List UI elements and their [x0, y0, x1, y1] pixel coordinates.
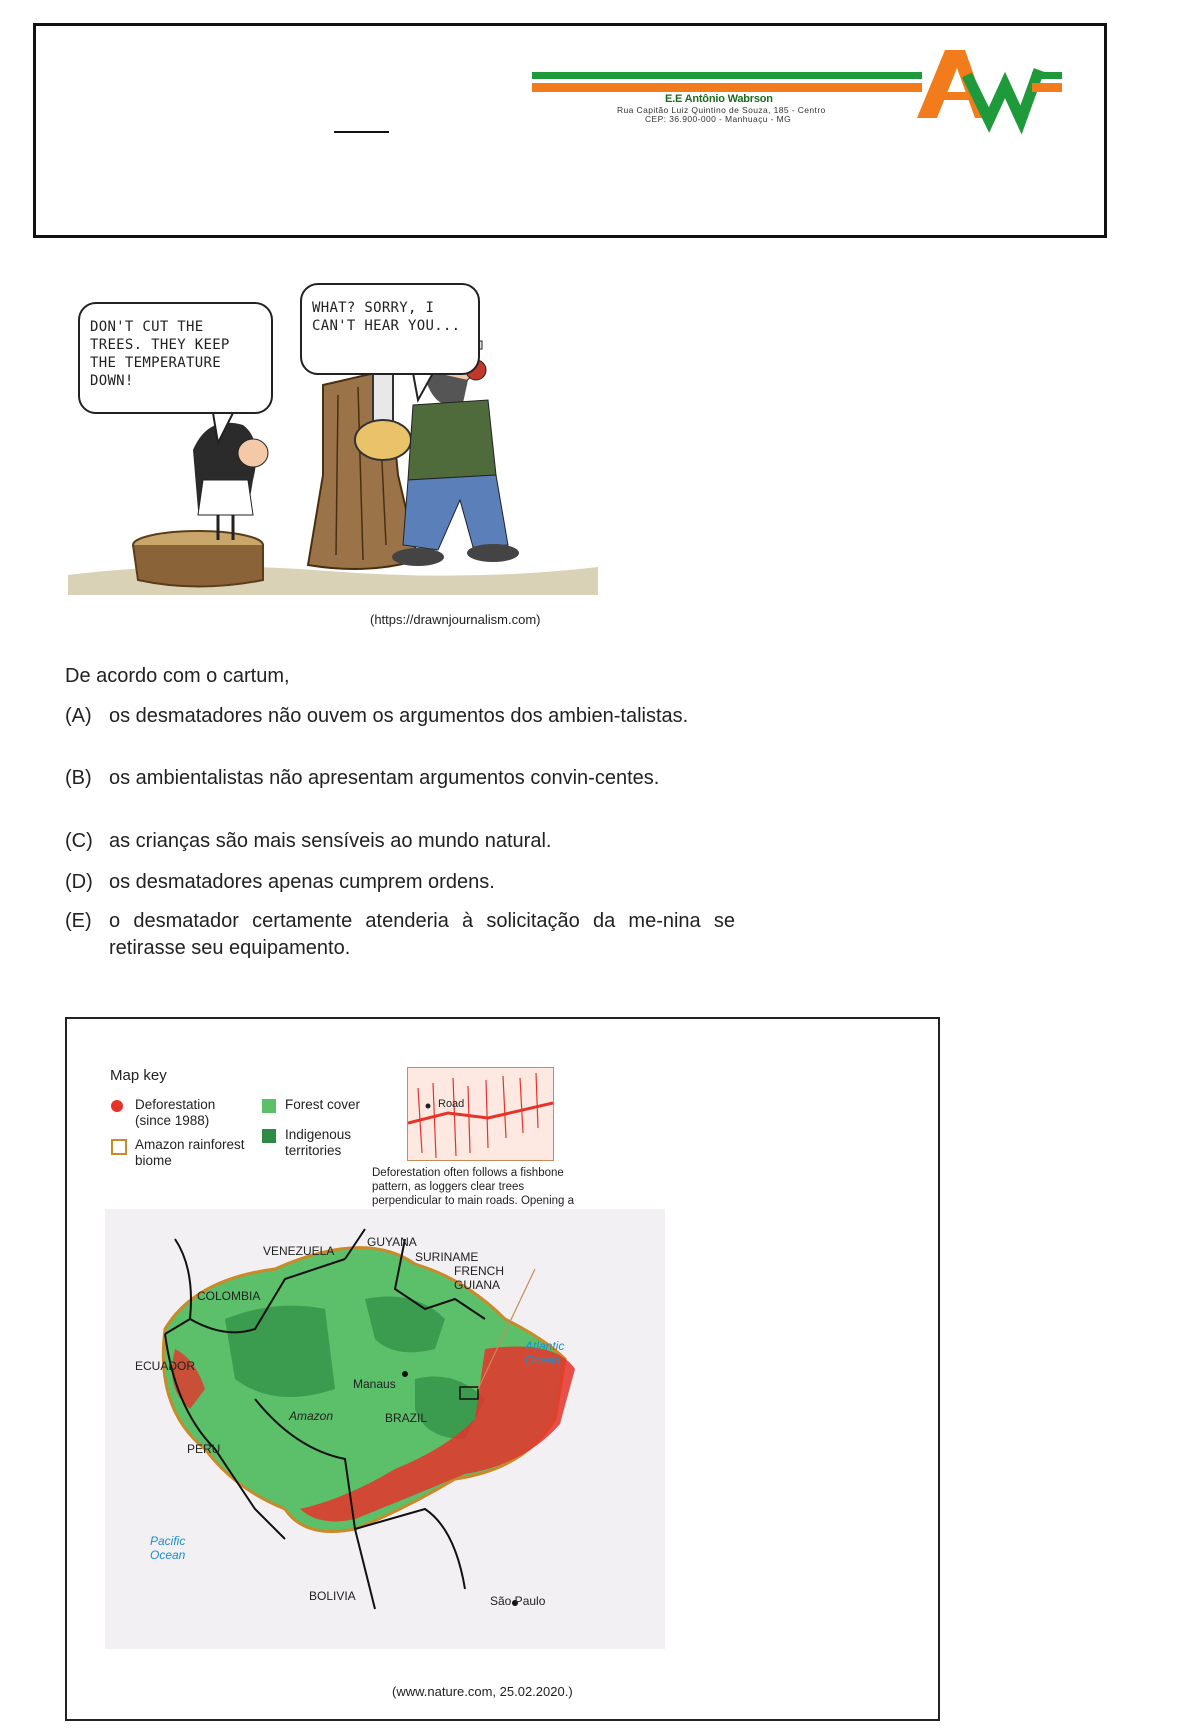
label-ecuador: ECUADOR	[135, 1359, 196, 1373]
indigenous-swatch	[262, 1129, 276, 1143]
option-text: os desmatadores não ouvem os argumentos dos ambien-talistas.	[109, 705, 689, 727]
key-biome: Amazon rainforest biome	[135, 1137, 245, 1168]
girl-figure	[193, 423, 268, 540]
school-name: E.E Antônio Wabrson	[665, 93, 773, 105]
option-text: as crianças são mais sensíveis ao mundo natural.	[109, 830, 552, 852]
amazon-map-figure	[65, 1017, 940, 1721]
amazon-map	[105, 1209, 665, 1649]
label-atlantic-ocean: Ocean	[525, 1353, 561, 1367]
option-b	[65, 765, 735, 821]
key-forest-cover: Forest cover	[285, 1097, 361, 1112]
option-e	[65, 908, 735, 964]
label-colombia: COLOMBIA	[197, 1289, 261, 1303]
key-deforestation: Deforestation (since 1988)	[135, 1097, 216, 1128]
label-venezuela: VENEZUELA	[263, 1244, 335, 1258]
deforestation-swatch	[111, 1100, 123, 1112]
forest-swatch	[262, 1099, 276, 1113]
biome-swatch	[111, 1139, 127, 1155]
label-pacific: Pacific	[150, 1534, 186, 1548]
cartoon	[68, 275, 598, 595]
map-key-title: Map key	[110, 1067, 167, 1084]
option-letter: (B)	[65, 767, 92, 789]
label-brazil: BRAZIL	[385, 1411, 428, 1425]
option-d	[65, 869, 735, 897]
school-postal: CEP: 36.900-000 - Manhuaçu - MG	[645, 114, 792, 124]
option-text: o desmatador certamente atenderia à solicitação da me-nina se retirasse seu equipamento.	[109, 910, 735, 959]
girl-speech-bubble: DON'T CUT THE TREES. THEY KEEP THE TEMPERATURE DOWN!	[78, 302, 273, 414]
option-letter: (C)	[65, 830, 93, 852]
question-stem: De acordo com o cartum,	[65, 665, 290, 687]
map-credit: (www.nature.com, 25.02.2020.)	[392, 1684, 573, 1699]
label-atlantic: Atlantic	[525, 1339, 565, 1353]
label-guiana: GUIANA	[454, 1278, 501, 1292]
label-guyana: GUYANA	[367, 1235, 417, 1249]
label-suriname: SURINAME	[415, 1250, 479, 1264]
inset-road-label: Road	[438, 1098, 465, 1110]
key-indigenous: Indigenous territories	[285, 1127, 352, 1158]
option-c	[65, 828, 735, 856]
school-logo	[527, 40, 1067, 150]
label-peru: PERU	[187, 1442, 221, 1456]
cartoon-credit: (https://drawnjournalism.com)	[370, 612, 541, 627]
school-address: Rua Capitão Luiz Quintino de Souza, 185 - Centro	[617, 105, 826, 115]
option-letter: (D)	[65, 871, 93, 893]
label-pacific-ocean: Ocean	[150, 1548, 186, 1562]
label-sao-paulo: São Paulo	[490, 1594, 546, 1608]
fishbone-inset	[407, 1067, 554, 1161]
label-manaus: Manaus	[353, 1377, 396, 1391]
option-text: os desmatadores apenas cumprem ordens.	[109, 871, 495, 893]
manaus-marker	[402, 1371, 408, 1377]
option-a	[65, 703, 735, 759]
name-line	[334, 131, 389, 133]
option-letter: (A)	[65, 705, 92, 727]
logo-orange-stripe	[532, 83, 922, 92]
label-amazon: Amazon	[289, 1409, 334, 1423]
option-text: os ambientalistas não apresentam argumentos convin-centes.	[109, 767, 660, 789]
lumberjack-speech-bubble: WHAT? SORRY, I CAN'T HEAR YOU...	[300, 283, 480, 375]
label-french: FRENCH	[454, 1264, 504, 1278]
logo-green-stripe	[532, 72, 922, 79]
label-bolivia: BOLIVIA	[309, 1589, 356, 1603]
inset-note: Deforestation often follows a fishbone pattern, as loggers clear trees perpendicular to main roads. Opening a	[372, 1167, 575, 1207]
option-letter: (E)	[65, 910, 92, 932]
fishbone-pattern	[408, 1068, 553, 1160]
